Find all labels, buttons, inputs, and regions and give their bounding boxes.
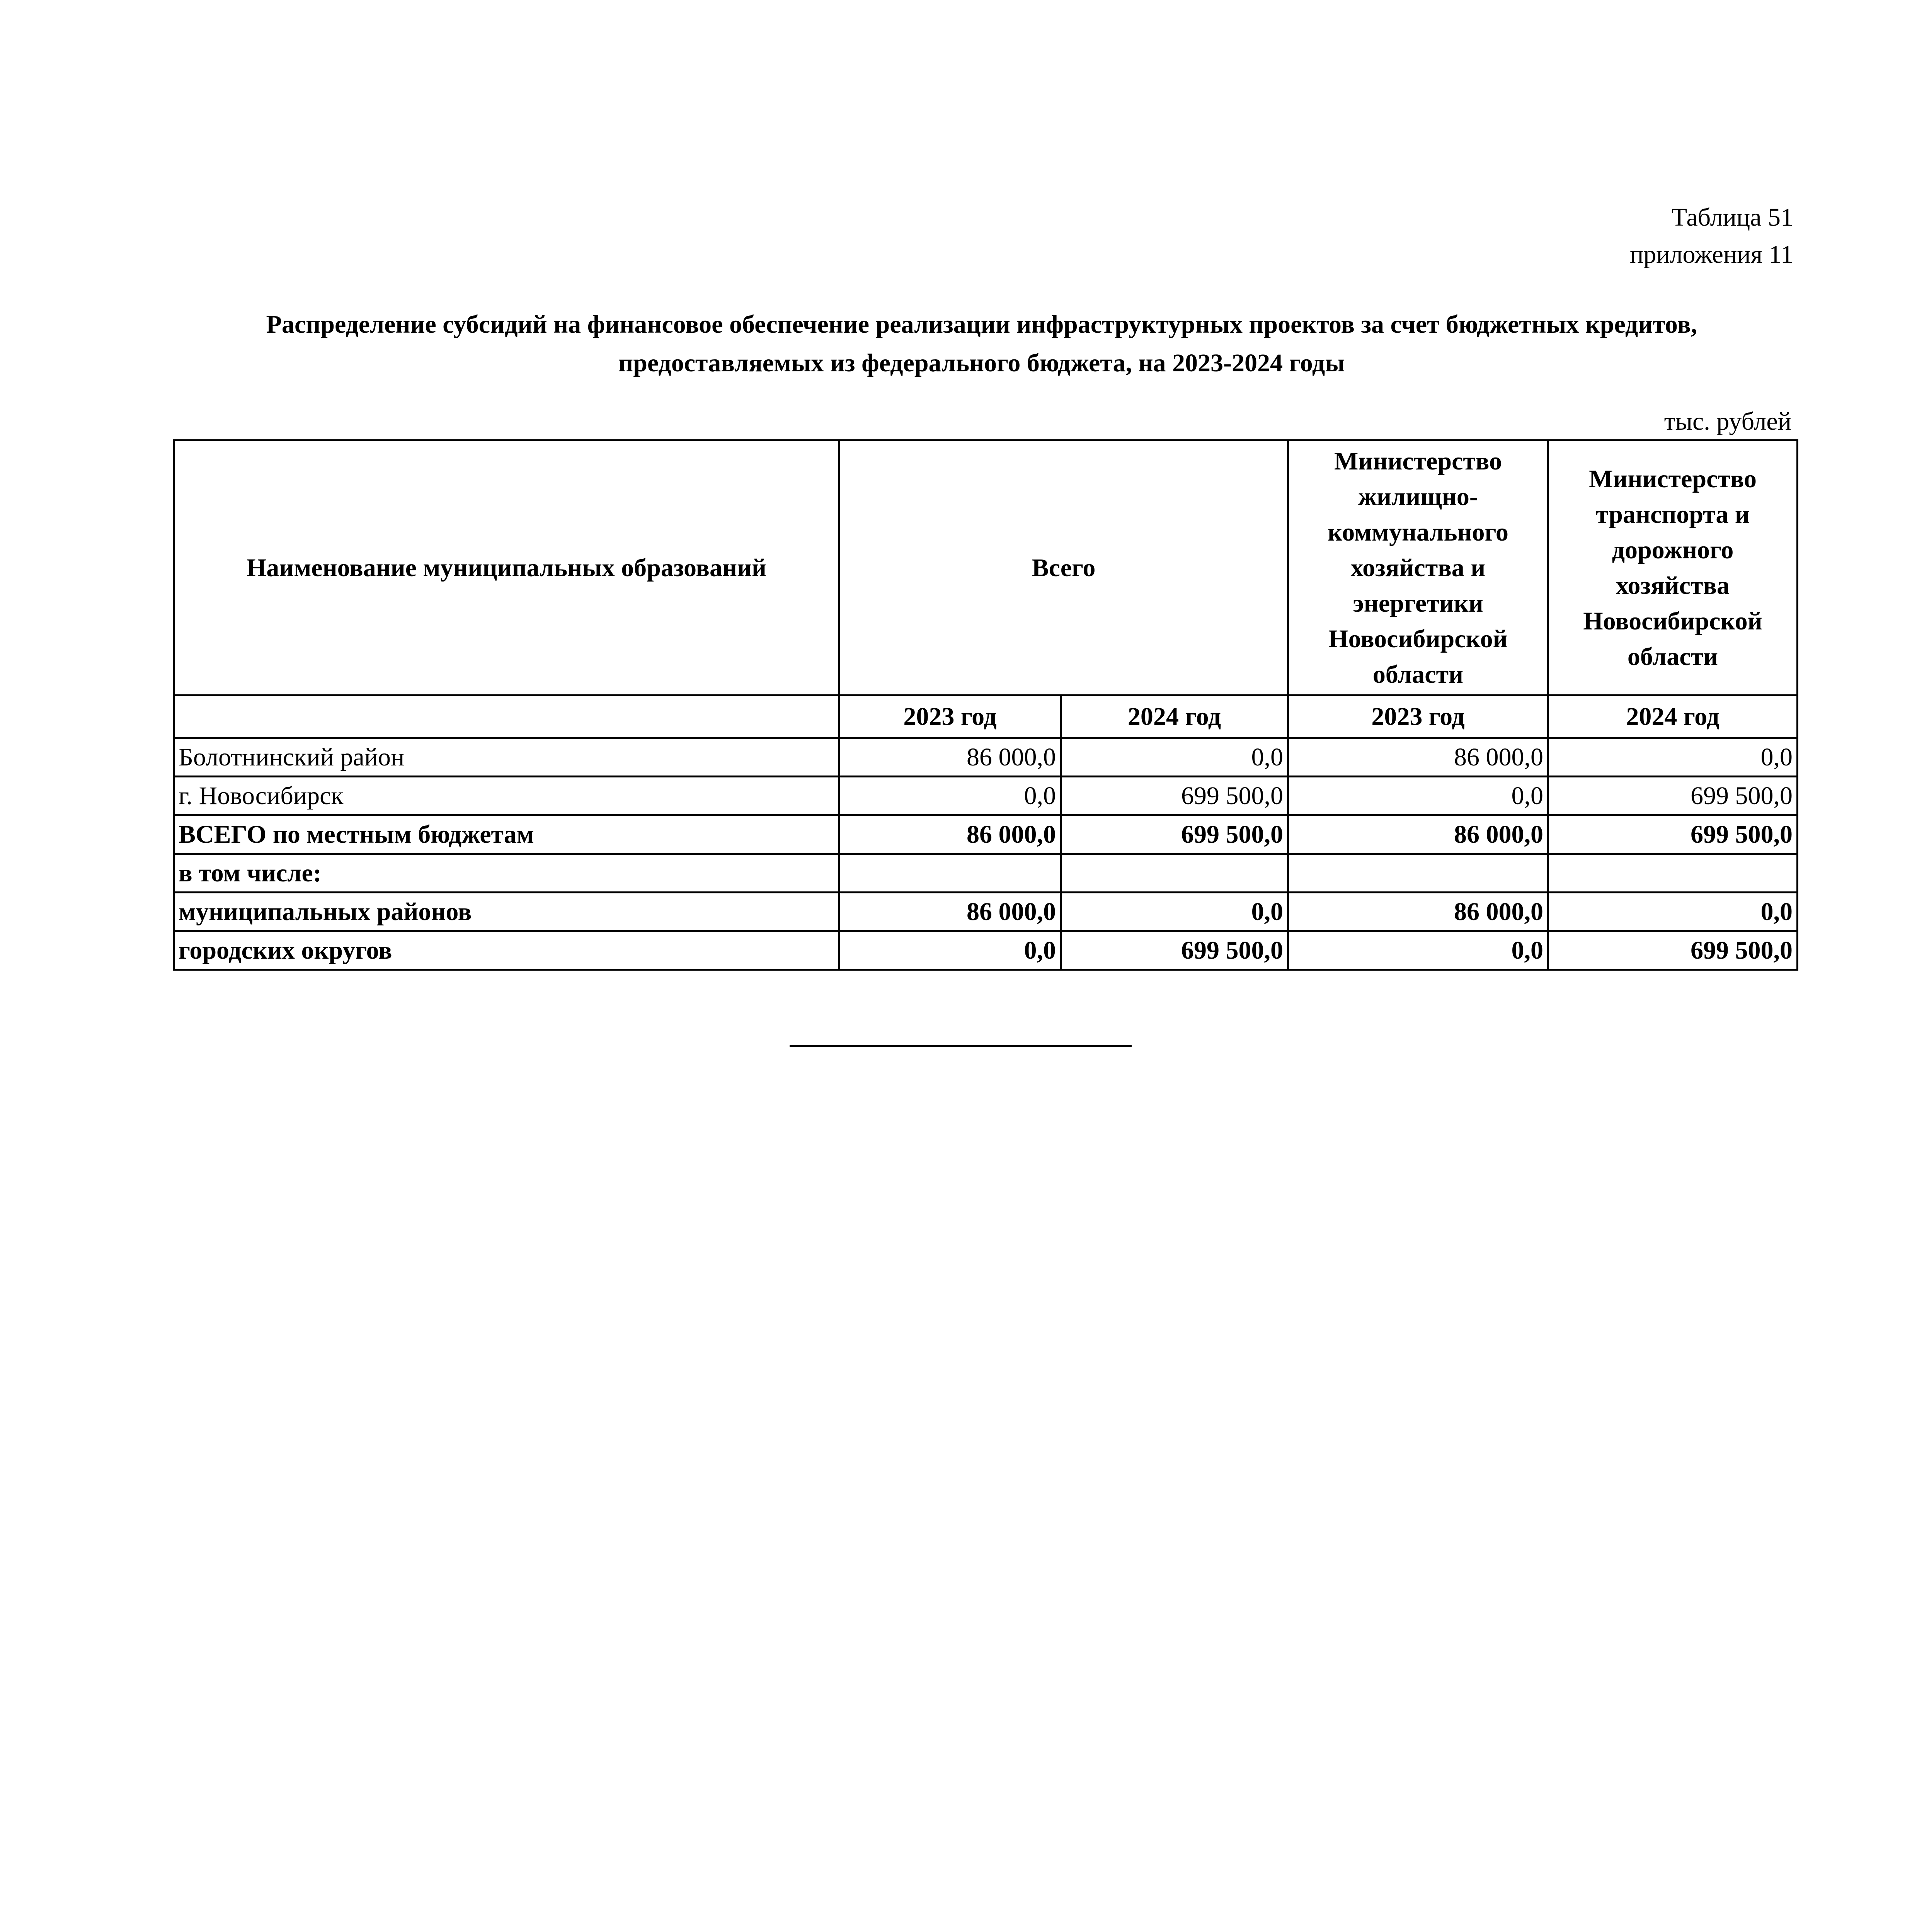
row-name: городских округов — [174, 931, 839, 970]
row-value: 0,0 — [839, 931, 1061, 970]
row-name: Болотнинский район — [174, 738, 839, 777]
subsidy-table — [173, 439, 1798, 971]
row-value: 0,0 — [1548, 893, 1798, 931]
row-value: 699 500,0 — [1548, 777, 1798, 815]
row-value: 86 000,0 — [1288, 893, 1548, 931]
table-row — [174, 931, 1798, 970]
table-year-row — [174, 696, 1798, 738]
row-name: ВСЕГО по местным бюджетам — [174, 815, 839, 854]
row-value: 0,0 — [1061, 893, 1288, 931]
header-ministry-housing: Министерство жилищно-коммунального хозяйства и энергетики Новосибирской области — [1288, 440, 1548, 696]
row-value — [1061, 854, 1288, 893]
document-title — [170, 305, 1793, 383]
year-total-2023: 2023 год — [839, 696, 1061, 738]
table-header-row — [174, 440, 1798, 696]
title-line-2: предоставляемых из федерального бюджета, на 2023-2024 годы — [618, 349, 1345, 377]
row-value: 699 500,0 — [1061, 815, 1288, 854]
year-blank-cell — [174, 696, 839, 738]
row-value: 0,0 — [839, 777, 1061, 815]
reference-appendix: приложения 11 — [1629, 240, 1793, 269]
row-name: муниципальных районов — [174, 893, 839, 931]
row-name: в том числе: — [174, 854, 839, 893]
row-value: 0,0 — [1548, 738, 1798, 777]
row-value: 0,0 — [1288, 777, 1548, 815]
table-row-subheading — [174, 854, 1798, 893]
year-ministry-transport-2024: 2024 год — [1548, 696, 1798, 738]
header-total: Всего — [839, 440, 1288, 696]
table-row-total — [174, 815, 1798, 854]
row-value: 86 000,0 — [839, 738, 1061, 777]
row-value: 699 500,0 — [1061, 777, 1288, 815]
row-name: г. Новосибирск — [174, 777, 839, 815]
row-value: 699 500,0 — [1061, 931, 1288, 970]
row-value: 0,0 — [1288, 931, 1548, 970]
row-value: 86 000,0 — [1288, 738, 1548, 777]
row-value — [839, 854, 1061, 893]
year-ministry-housing-2023: 2023 год — [1288, 696, 1548, 738]
row-value: 86 000,0 — [839, 893, 1061, 931]
row-value: 86 000,0 — [1288, 815, 1548, 854]
title-line-1: Распределение субсидий на финансовое обеспечение реализации инфраструктурных проектов за счет бюджетных кредитов, — [266, 310, 1697, 338]
table-row — [174, 738, 1798, 777]
table-row — [174, 777, 1798, 815]
row-value: 0,0 — [1061, 738, 1288, 777]
table-row — [174, 893, 1798, 931]
year-total-2024: 2024 год — [1061, 696, 1288, 738]
table-reference — [1630, 199, 1793, 273]
row-value: 699 500,0 — [1548, 815, 1798, 854]
row-value: 86 000,0 — [839, 815, 1061, 854]
reference-table-number: Таблица 51 — [1671, 203, 1793, 231]
units-label: тыс. рублей — [1664, 407, 1791, 435]
row-value: 699 500,0 — [1548, 931, 1798, 970]
row-value — [1548, 854, 1798, 893]
row-value — [1288, 854, 1548, 893]
end-of-table-divider — [790, 1045, 1132, 1047]
header-name: Наименование муниципальных образований — [174, 440, 839, 696]
header-ministry-transport: Министерство транспорта и дорожного хозяйства Новосибирской области — [1548, 440, 1798, 696]
